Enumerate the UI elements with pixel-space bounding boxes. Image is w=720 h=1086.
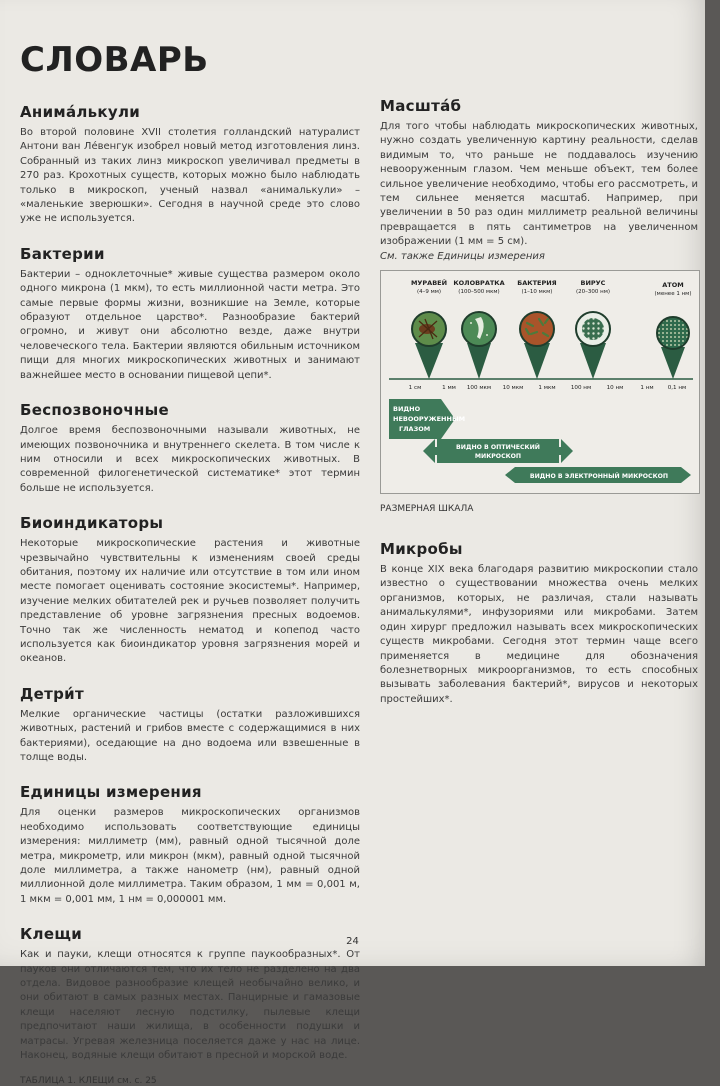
entry-text: Для оценки размеров микроскопических организмов необходимо использовать соответствующие единицы измерения: миллиметр (мм), равный одной тысячной доле метра, микрометр, или микрон (мкм), равный одной тысячной доле миллиметра, а также нанометр (нм), равный одной миллионной доле миллиметра. Таким образом, 1 мм = 0,001 м, 1 мкм = 0,001 мм, 1 нм = 0,000001 мм. <box>20 807 360 905</box>
organism-label-ant: МУРАВЕЙ <box>410 279 448 288</box>
right-column <box>380 97 698 725</box>
entry-heading: Детри́т <box>20 684 84 703</box>
organism-size-rotifer: (100–500 мкм) <box>458 289 500 296</box>
entry-heading: Клещи <box>20 925 83 944</box>
virus-magnifier-icon <box>576 312 610 379</box>
arrow-label: МИКРОСКОП <box>474 453 522 461</box>
entry-text: Некоторые микроскопические растения и животные чрезвычайно чувствительны к изменениям своей среды обитания, поэтому их наличие или отсутствие в том или ином месте помогает оценивать состояние экосистемы*. Например, изучение мелких обитателей рек и ручьев позволяет получить представление об уровне загрязнения пресных водоемов. Точно так же численность нематод и копепод часто используется как биоиндикатор уровня загрязнения морей и океанов. <box>20 538 360 665</box>
ant-magnifier-icon <box>412 312 446 379</box>
entry-heading: Единицы измерения <box>20 783 202 802</box>
arrow-label: ГЛАЗОМ <box>399 425 431 434</box>
tick-label: 10 мкм <box>502 385 524 392</box>
entry-text: Как и пауки, клещи относятся к группе паукообразных*. От пауков они отличаются тем, что их тело не разделено на два отдела. Видовое разнообразие клещей необычайно велико, и они обитают в самых разных местах. Панцирные и гамазовые клещи населяют лесную подстилку, пылевые клещи предпочитают наши жилища, в особенности подушки и матрасы. Угревая железница поселяется даже у нас на лице. Наконец, водяные клещи обитают в пресной и морской воде. <box>20 949 360 1062</box>
entry-detritus <box>20 685 360 766</box>
entry-animalcules <box>20 103 360 227</box>
tick-label: 100 мкм <box>466 385 492 392</box>
entry-heading: Бактерии <box>20 244 105 263</box>
organism-size-ant: (4–9 мм) <box>416 289 442 296</box>
table-reference[interactable] <box>20 1076 360 1086</box>
arrow-label: НЕВООРУЖЕННЫМ <box>393 415 466 424</box>
entry-heading: Беспозвоночные <box>20 401 169 420</box>
entry-text: Долгое время беспозвоночными называли животных, не имеющих позвоночника и внутреннего скелета. В том числе к ним относили и всех микроскопических животных. В современной филогенетической систематике* этот термин больше не используется. <box>20 425 360 494</box>
naked-eye-arrow <box>389 399 465 439</box>
rotifer-magnifier-icon <box>462 312 496 379</box>
page-title: СЛОВАРЬ <box>20 40 209 80</box>
entry-text: В конце XIX века благодаря развитию микроскопии стало известно о существовании множества очень мелких организмов, которых, не различая, стали называть анималькулями*, инфузориями или микробами. Затем один хирург предложил называть всех микроскопических существ микробами. Сегодня этот термин чаще всего применяется в медицине для обозначения болезнетворных микроорганизмов, то есть способных вызывать заболевания бактерий*, вирусов и некоторых простейших*. <box>380 564 698 705</box>
table-ref-page: см. с. 25 <box>117 1075 157 1086</box>
page-number: 24 <box>346 936 359 947</box>
bacterium-magnifier-icon <box>520 312 554 379</box>
entry-heading: Биоиндикаторы <box>20 514 164 533</box>
entry-units <box>20 783 360 907</box>
arrow-label: ВИДНО <box>393 405 421 414</box>
see-also-link[interactable]: См. также Единицы измерения <box>380 250 545 262</box>
entry-bacteria <box>20 245 360 383</box>
entry-heading: Масшта́б <box>380 97 462 115</box>
tick-label: 0,1 нм <box>667 385 687 392</box>
organism-label-bacterium: БАКТЕРИЯ <box>517 279 557 288</box>
entry-bioindicators <box>20 514 360 667</box>
entry-heading: Анима́лькули <box>20 103 141 121</box>
entry-text: Мелкие органические частицы (остатки разложившихся животных, растений и грибов вместе с содержащимися в них бактериями), оседающие на дно водоема или взвешенные в толще воды. <box>20 708 360 763</box>
tick-label: 1 мм <box>442 385 456 392</box>
entry-text: Для того чтобы наблюдать микроскопических животных, нужно создать увеличенную картину реальности, сделав видимым то, что раньше не поддавалось изучению невооруженным глазом. Чем меньше объект, тем более сильное увеличение необходимо, чтобы его рассмотреть, и тем сильнее меняется масштаб. Например, при увеличении в 50 раз один миллиметр реальной величины превращается в пять сантиметров на увеличенном изображении (1 мм = 5 см). <box>380 121 698 248</box>
organism-label-rotifer: КОЛОВРАТКА <box>453 279 505 288</box>
scale-ticks <box>409 385 687 391</box>
arrow-label: ВИДНО В ЭЛЕКТРОННЫЙ МИКРОСКОП <box>529 473 669 481</box>
arrow-label: ВИДНО В ОПТИЧЕСКИЙ <box>456 444 540 452</box>
diagram-svg <box>381 271 699 493</box>
entry-text: Бактерии – одноклеточные* живые существа размером около одного микрона (1 мкм), то есть миллионной части метра. Это самые первые формы жизни, возникшие на Земле, которые образуют отдельное царство*. Разнообразие бактерий огромно, и живут они абсолютно везде, даже внутри человеческого тела. Бактерии являются обильным источником пищи для многих микроскопических животных и занимают важнейшее место в основании пищевой цепи*. <box>20 268 360 381</box>
entry-invertebrates <box>20 401 360 496</box>
electron-microscope-arrow <box>505 467 691 483</box>
tick-label: 1 см <box>408 385 422 392</box>
tick-label: 10 нм <box>606 385 624 392</box>
entry-text: Во второй половине XVII столетия голландский натуралист Антони ван Лéвенгук изобрел новый метод изготовления линз. Собранный из таких линз микроскоп увеличивал предметы в 270 раз. Крохотных существ, которых можно было наблюдать только в микроскоп, ученый назвал «анималькули» – «маленькие зверюшки». Сегодня в научной среде это слово уже не используется. <box>20 127 360 225</box>
entry-heading: Микробы <box>380 540 463 559</box>
tick-label: 1 нм <box>640 385 654 392</box>
atom-magnifier-icon <box>657 317 689 379</box>
optical-microscope-arrow <box>423 439 573 463</box>
size-scale-diagram <box>380 270 700 494</box>
organism-size-bacterium: (1–10 мкм) <box>521 289 553 296</box>
tick-label: 1 мкм <box>538 385 556 392</box>
diagram-caption: РАЗМЕРНАЯ ШКАЛА <box>380 504 474 515</box>
organism-label-virus: ВИРУС <box>580 279 606 288</box>
organism-size-virus: (20–300 нм) <box>575 289 611 296</box>
tick-label: 100 нм <box>570 385 592 392</box>
table-ref-label: ТАБЛИЦА 1. КЛЕЩИ <box>20 1075 115 1086</box>
organism-label-atom: АТОМ <box>662 281 684 290</box>
organism-size-atom: (менее 1 нм) <box>654 291 692 298</box>
